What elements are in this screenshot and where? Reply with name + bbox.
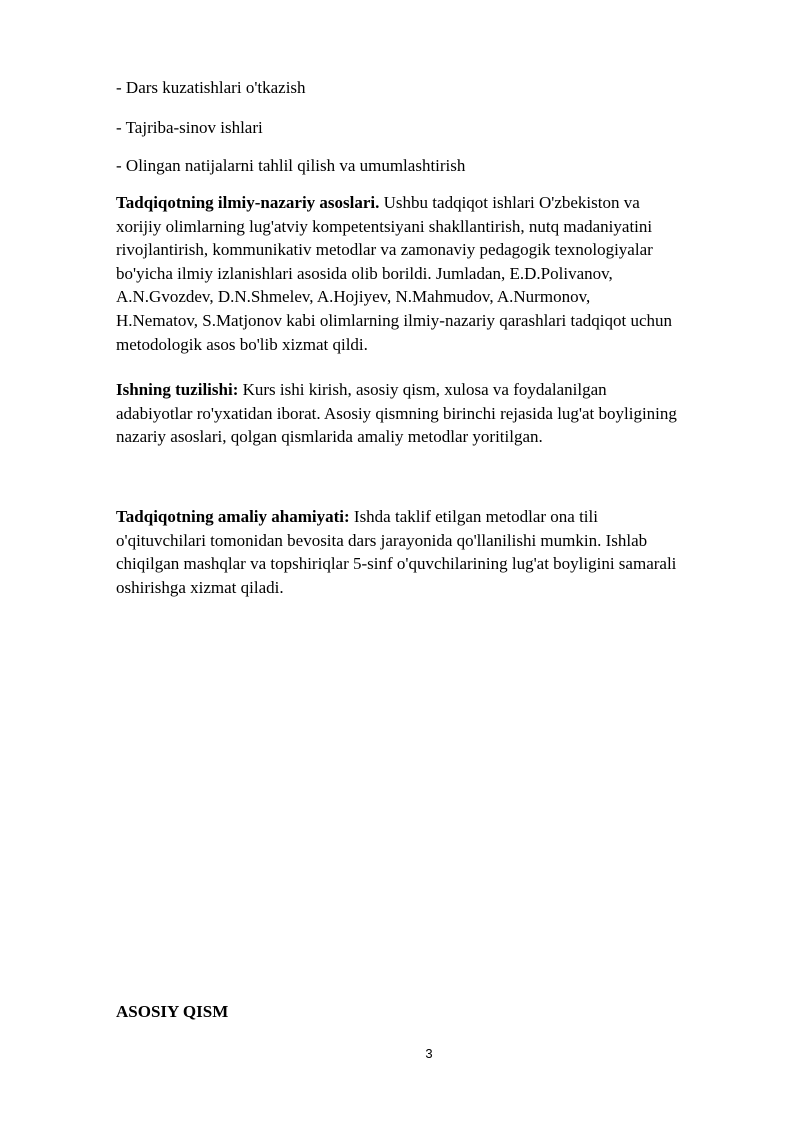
paragraph-line: xorijiy olimlarning lug'atviy kompetentsiyani shakllantirish, nutq madaniyatini xyxy=(116,216,653,236)
paragraph-title: Ishning tuzilishi: xyxy=(116,380,239,399)
paragraph-line: o'qituvchilari tomonidan bevosita dars jarayonida qo'llanilishi mumkin. Ishlab xyxy=(116,530,648,550)
paragraph-line: Kurs ishi kirish, asosiy qism, xulosa va foydalanilgan xyxy=(238,380,607,399)
paragraph-title: Tadqiqotning ilmiy-nazariy asoslari. xyxy=(116,193,380,212)
section-heading: ASOSIY QISM xyxy=(116,1002,229,1021)
paragraph-practical-significance xyxy=(116,505,746,599)
paragraph-line: H.Nematov, S.Matjonov kabi olimlarning ilmiy-nazariy qarashlari tadqiqot uchun xyxy=(116,310,672,330)
list-item-experimental-work: - Tajriba-sinov ishlari xyxy=(116,118,263,137)
paragraph-line: chiqilgan mashqlar va topshiriqlar 5-sinf o'quvchilarining lug'at boyligini samarali xyxy=(116,554,677,574)
paragraph-line: adabiyotlar ro'yxatidan iborat. Asosiy qismning birinchi rejasida lug'at boyligining xyxy=(116,403,677,423)
paragraph-title: Tadqiqotning amaliy ahamiyati: xyxy=(116,507,350,526)
paragraph-line: bo'yicha ilmiy izlanishlari asosida olib borildi. Jumladan, E.D.Polivanov, xyxy=(116,263,613,283)
paragraph-line: rivojlantirish, kommunikativ metodlar va zamonaviy pedagogik texnologiyalar xyxy=(116,240,653,260)
paragraph-line: Ushbu tadqiqot ishlari O'zbekiston va xyxy=(379,193,640,212)
page-number: 3 xyxy=(425,1046,433,1061)
list-item-lesson-observations: - Dars kuzatishlari o'tkazish xyxy=(116,78,306,97)
list-item-result-analysis: - Olingan natijalarni tahlil qilish va umumlashtirish xyxy=(116,156,466,175)
paragraph-line: metodologik asos bo'lib xizmat qildi. xyxy=(116,334,368,354)
paragraph-line: A.N.Gvozdev, D.N.Shmelev, A.Hojiyev, N.Mahmudov, A.Nurmonov, xyxy=(116,287,591,307)
paragraph-line: nazariy asoslari, qolgan qismlarida amaliy metodlar yoritilgan. xyxy=(116,427,543,447)
paragraph-theoretical-foundations xyxy=(116,191,746,356)
paragraph-line: oshirishga xizmat qiladi. xyxy=(116,577,284,597)
paragraph-work-structure xyxy=(116,378,746,449)
paragraph-line: Ishda taklif etilgan metodlar ona tili xyxy=(349,507,598,526)
